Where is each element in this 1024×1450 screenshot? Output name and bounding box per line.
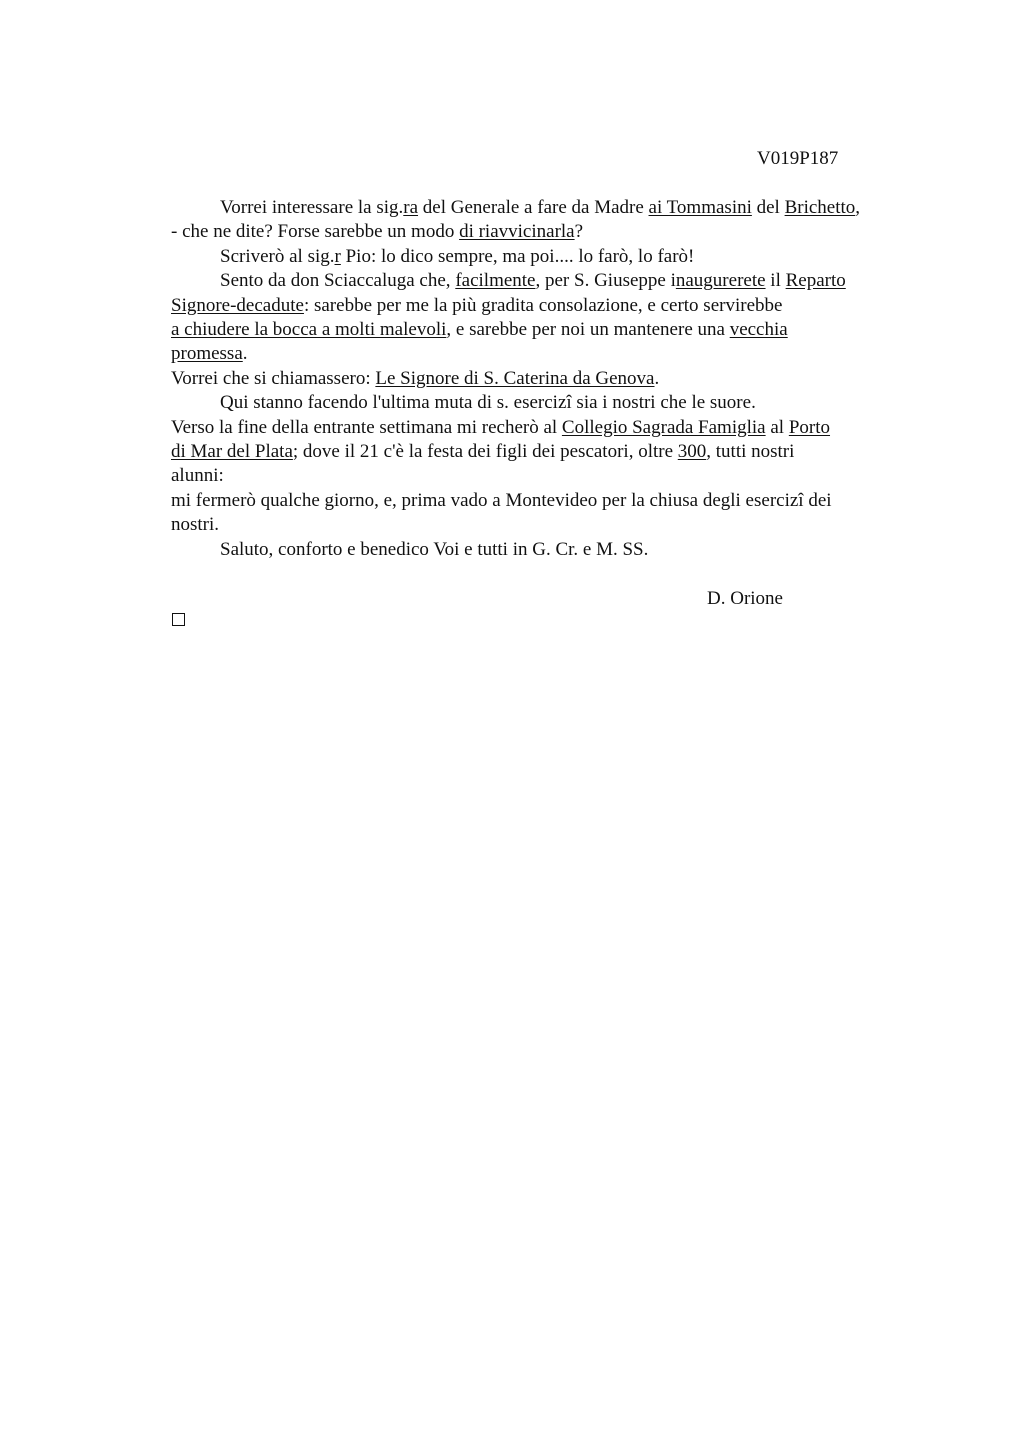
- text-run: , e sarebbe per noi un mantenere una: [446, 319, 730, 341]
- page-code: V019P187: [757, 148, 839, 169]
- text-line: [171, 391, 921, 415]
- text-line: [171, 196, 921, 220]
- end-of-page-box: [172, 613, 185, 626]
- text-run: dei: [803, 489, 832, 511]
- text-run: .: [654, 367, 660, 389]
- underlined-text: vecchia: [729, 319, 788, 341]
- text-run: ?: [574, 221, 584, 243]
- underlined-text: Collegio Sagrada Famiglia: [561, 416, 766, 438]
- underlined-text: Le Signore di S. Caterina da Genova: [375, 367, 655, 389]
- text-line: [171, 367, 921, 391]
- text-run: Qui stanno facendo l'ultima muta di s. esercizi: [220, 392, 572, 414]
- text-run: .: [242, 343, 248, 365]
- signature: D. Orione: [707, 588, 783, 609]
- text-run: - che ne dite? Forse sarebbe un modo: [171, 221, 460, 243]
- text-run: al: [765, 416, 789, 438]
- text-line: [171, 416, 921, 440]
- underlined-text: facilmente: [455, 270, 536, 292]
- text-run: nostri.: [171, 514, 220, 536]
- text-run: Vorrei interessare la sig.: [220, 197, 404, 218]
- text-line: [171, 318, 921, 342]
- text-run: ,: [855, 197, 861, 218]
- underlined-text: Reparto: [785, 270, 846, 292]
- letter-body: [171, 196, 921, 562]
- text-run: Pio: lo dico sempre, ma poi.... lo farò, lo farò!: [340, 245, 695, 267]
- text-run: , per S. Giuseppe i: [535, 270, 676, 292]
- text-line: [171, 245, 921, 269]
- text-run: : sarebbe per me la più gradita consolazione, e certo servirebbe: [303, 294, 783, 316]
- text-line: [171, 342, 921, 366]
- underlined-text: naugurerete: [675, 270, 766, 292]
- text-run: , tutti nostri: [706, 441, 795, 463]
- text-run: Sento da don Sciaccaluga che,: [220, 270, 456, 292]
- underlined-text: 300: [677, 441, 707, 463]
- text-run: ; dove il 21 c'è la festa dei figli dei pescatori, oltre: [292, 441, 678, 463]
- text-run: Saluto, conforto e benedico Voi e tutti in G. Cr. e M. SS.: [220, 538, 649, 560]
- text-line: [171, 489, 921, 513]
- text-run: sia i nostri che le suore.: [571, 392, 756, 414]
- underlined-text: promessa: [171, 343, 243, 365]
- text-line: [171, 538, 921, 562]
- text-run: Verso la fine della entrante settimana mi recherò al: [171, 416, 562, 438]
- underlined-text: r: [334, 245, 341, 267]
- text-run: del: [751, 197, 785, 218]
- underlined-text: ai Tommasini: [648, 197, 752, 218]
- text-line: [171, 513, 921, 537]
- text-run: alunni:: [171, 465, 224, 487]
- underlined-text: ra: [403, 197, 419, 218]
- text-line: [171, 440, 921, 464]
- text-run: mi fermerò qualche giorno, e, prima vado a Montevideo per la chiusa degli esercizi: [171, 489, 804, 511]
- underlined-text: di riavvicinarla: [459, 221, 575, 243]
- text-line: [171, 220, 921, 244]
- underlined-text: di Mar del Plata: [171, 441, 293, 463]
- text-run: il: [765, 270, 786, 292]
- text-run: del Generale a fare da Madre: [418, 197, 649, 218]
- text-line: [171, 464, 921, 488]
- text-line: [171, 269, 921, 293]
- underlined-text: Porto: [788, 416, 831, 438]
- text-line: [171, 294, 921, 318]
- underlined-text: Signore-decadute: [171, 294, 304, 316]
- text-run: Vorrei che si chiamassero:: [171, 367, 376, 389]
- text-run: Scriverò al sig.: [220, 245, 335, 267]
- underlined-text: a chiudere la bocca a molti malevoli: [171, 319, 447, 341]
- underlined-text: Brichetto: [784, 197, 856, 218]
